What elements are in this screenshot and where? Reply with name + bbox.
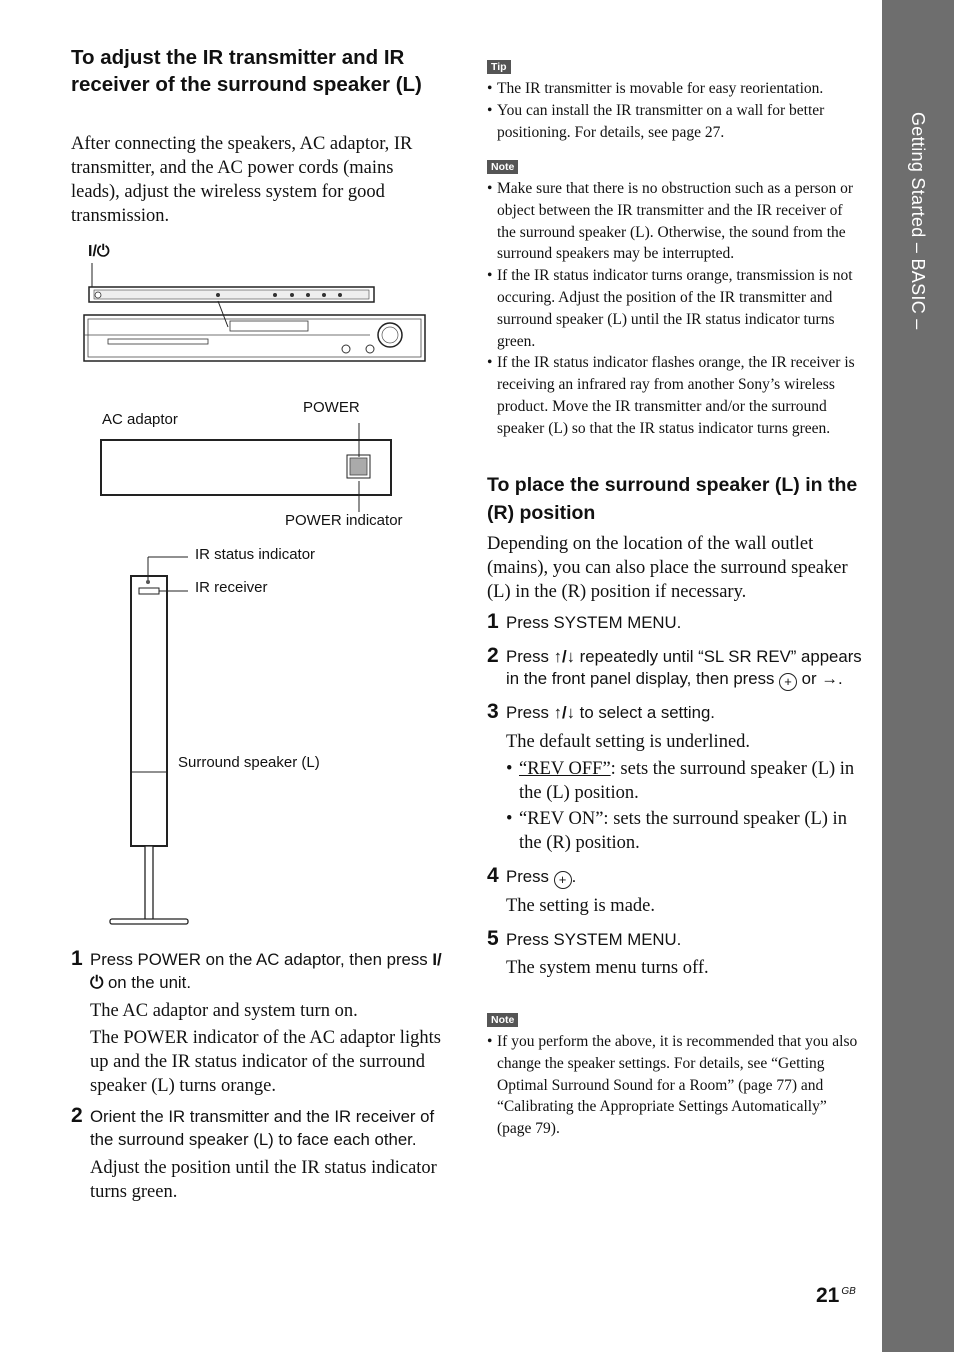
step-number: 4 [487, 863, 499, 887]
step-number: 2 [71, 1104, 83, 1127]
step-number: 1 [487, 610, 499, 633]
tip-item: • The IR transmitter is movable for easy reorientation. [487, 78, 857, 100]
section-heading-placement: To place the surround speaker (L) in the (R) position [487, 474, 858, 524]
page-number [816, 1284, 856, 1308]
page-number-suffix: GB [841, 1286, 856, 1297]
step-text: Press [506, 703, 554, 722]
power-label: POWER [303, 399, 360, 416]
page-number-value: 21 [816, 1284, 840, 1307]
note-list [487, 1031, 859, 1140]
power-symbol-label: I/⏻ [88, 243, 110, 260]
step-text: or [797, 669, 822, 688]
step-instruction: Orient the IR transmitter and the IR receiver of the surround speaker (L) to face each other. [90, 1107, 435, 1149]
up-down-arrow-icon: ↑/↓ [553, 646, 576, 666]
power-symbol: I/⏻ [90, 950, 442, 992]
step-text: to select a setting. [575, 703, 715, 722]
step-instruction [506, 864, 862, 889]
note-block-2 [487, 1010, 859, 1140]
step-detail: The default setting is underlined. [506, 731, 751, 752]
setting-options [506, 757, 862, 855]
option-default: “REV OFF” [519, 758, 611, 779]
intro-paragraph: After connecting the speakers, AC adaptor, IR transmitter, and the AC power cords (mains leads), adjust the wireless system for good transmission. [71, 134, 413, 226]
left-step-2 [71, 1104, 446, 1204]
placement-steps [487, 610, 862, 980]
right-step-4 [487, 864, 862, 918]
step-text: repeatedly until “SL SR REV” appears in the front panel display, then press [506, 646, 862, 688]
step-instruction-text-end: on the unit. [103, 972, 191, 992]
setting-option [506, 757, 862, 805]
step-text: Press [506, 646, 554, 666]
note-item: • If the IR status indicator flashes orange, the IR receiver is receiving an infrared ray from another Sony’s wireless product. Move the IR transmitter and/or the surround speaker (L) so that the IR status indicator turns green. [487, 352, 859, 439]
left-step-1 [71, 947, 446, 1098]
note-item: • If the IR status indicator turns orange, transmission is not occuring. Adjust the position of the IR transmitter and surround speaker (L) until the IR status indicator turns green. [487, 265, 859, 352]
note-list [487, 178, 859, 440]
step-number: 5 [487, 926, 499, 950]
section-side-tab-label: Getting Started – BASIC – [908, 112, 928, 330]
step-detail: The setting is made. [506, 895, 655, 916]
step-instruction-text: Press POWER on the AC adaptor, then press [90, 950, 433, 969]
note-item: • Make sure that there is no obstruction such as a person or object between the IR transmitter and the IR receiver of the surround speaker (L). Otherwise, the sound from the surround speakers may be interrupted. [487, 178, 859, 265]
step-instruction [90, 947, 446, 994]
right-arrow-icon: → [821, 669, 839, 688]
step-text: Press [506, 866, 554, 886]
surround-speaker-label: Surround speaker (L) [178, 754, 320, 771]
placement-intro: Depending on the location of the wall outlet (mains), you can also place the surround speaker (L) in the (R) position if necessary. [487, 534, 848, 602]
note-item: • If you perform the above, it is recommended that you also change the speaker settings. For details, see “Getting Optimal Surround Sound for a Room” (page 77) and “Calibrating the Appropriate Settings Automatically” (page 79). [487, 1031, 859, 1140]
step-detail: Adjust the position until the IR status indicator turns green. [90, 1158, 437, 1202]
right-step-5 [487, 927, 862, 981]
tip-item: • You can install the IR transmitter on a wall for better positioning. For details, see page 27. [487, 100, 857, 144]
note-badge: Note [487, 160, 518, 174]
up-down-arrow-icon: ↑/↓ [553, 703, 576, 722]
step-text: . [571, 866, 577, 886]
right-step-2 [487, 644, 862, 692]
step-detail: The POWER indicator of the AC adaptor lights up and the IR status indicator of the surround speaker (L) turns orange. [90, 1028, 441, 1096]
tip-badge: Tip [487, 60, 511, 74]
setup-figure [70, 235, 450, 935]
note-block [487, 157, 859, 440]
tip-list [487, 78, 857, 143]
option-text: “REV ON”: sets the surround speaker (L) in the (R) position. [519, 808, 847, 853]
setting-option [506, 807, 862, 855]
power-indicator-label: POWER indicator [285, 512, 403, 529]
enter-button-icon: + [779, 673, 797, 691]
option-text: : sets the surround speaker (L) in the (L) position. [519, 758, 855, 803]
ir-status-indicator-label: IR status indicator [195, 546, 316, 563]
tip-block [487, 57, 857, 143]
step-instruction: Press SYSTEM MENU. [506, 613, 682, 632]
step-instruction: Press SYSTEM MENU. [506, 929, 682, 949]
step-number: 2 [487, 643, 499, 667]
right-step-3 [487, 700, 862, 855]
step-number: 1 [71, 947, 83, 970]
note-badge: Note [487, 1013, 518, 1027]
ir-receiver-label: IR receiver [195, 579, 268, 596]
step-number: 3 [487, 700, 499, 723]
ac-adaptor-label: AC adaptor [102, 411, 178, 428]
enter-button-icon: + [554, 871, 572, 889]
right-step-1 [487, 610, 862, 635]
section-heading-ir: To adjust the IR transmitter and IR receiver of the surround speaker (L) [71, 46, 422, 96]
step-instruction [506, 700, 862, 725]
step-detail: The system menu turns off. [506, 958, 709, 978]
step-text: . [838, 669, 843, 688]
step-instruction [506, 644, 862, 692]
step-detail: The AC adaptor and system turn on. [90, 1001, 358, 1021]
